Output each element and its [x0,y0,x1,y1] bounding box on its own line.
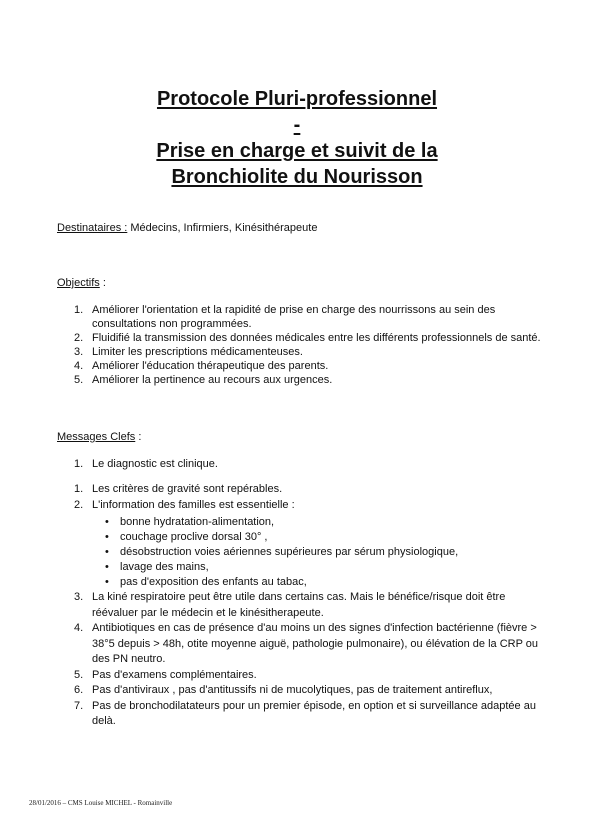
bullet-item [92,515,550,530]
list-item-text: Améliorer l'orientation et la rapidité de prise en charge des nourrissons au sein des consultations non programmées. [92,304,496,330]
destinataires-label: Destinataires : [57,222,128,234]
list-item-text: L'information des familles est essentielle : [92,498,295,511]
list-number: 4. [74,360,84,372]
list-item [74,498,550,591]
objectifs-list [74,303,550,387]
list-item-text: Le diagnostic est clinique. [92,458,218,470]
destinataires-value: Médecins, Infirmiers, Kinésithérapeute [127,222,318,234]
list-item-text: Limiter les prescriptions médicamenteuses. [92,346,303,358]
document-title [0,86,594,190]
bullet-item [92,560,550,575]
list-number: 3. [74,346,84,358]
objectifs-suffix: : [99,277,106,289]
list-item-text: Fluidifié la transmission des données médicales entre les différents professionnels de santé. [92,332,541,344]
bullet-text: bonne hydratation-alimentation, [120,516,275,528]
bullet-dot-icon: • [105,576,109,588]
title-line-1: Protocole Pluri-professionnel [156,88,438,110]
family-info-bullets [92,515,550,590]
page-footer: 28/01/2016 – CMS Louise MICHEL - Romainville [29,799,173,807]
list-item [74,482,550,498]
bullet-item [92,545,550,560]
list-item-text: Améliorer l'éducation thérapeutique des parents. [92,360,329,372]
messages-heading [57,430,141,445]
list-item [74,699,550,730]
list-item-text: Antibiotiques en cas de présence d'au moins un des signes d'infection bactérienne (fièvre > 38°5 depuis > 48h, otite moyenne aiguë, pathologie pulmonaire), ou élévation de la CRP ou des PN neutro. [92,622,539,665]
list-item-text: Les critères de gravité sont repérables. [92,483,283,495]
list-item [74,668,550,684]
list-number: 2. [74,498,84,511]
bullet-text: lavage des mains, [120,561,209,573]
list-number: 7. [74,699,84,712]
list-item [74,373,550,387]
bullet-item [92,530,550,545]
list-number: 4. [74,622,84,634]
list-item-text: La kiné respiratoire peut être utile dans certains cas. Mais le bénéfice/risque doit être réévaluer par le médecin et le kinésitherapeute. [92,591,506,619]
list-item [74,457,550,471]
messages-list [74,482,550,730]
title-line-4: Bronchiolite du Nourisson [171,166,423,188]
bullet-dot-icon: • [105,516,109,528]
list-number: 3. [74,591,84,603]
list-number: 5. [74,374,84,386]
list-item [74,331,550,345]
destinataires-section [57,221,317,236]
messages-first-list [74,457,550,471]
title-line-3: Prise en charge et suivit de la [156,140,438,162]
objectifs-heading [57,276,106,291]
objectifs-label: Objectifs [57,277,100,289]
bullet-text: pas d'exposition des enfants au tabac, [120,576,307,588]
list-item [74,345,550,359]
list-item [74,359,550,373]
list-item [74,303,550,331]
list-item [74,683,550,699]
list-item [74,621,550,668]
list-number: 6. [74,684,84,696]
bullet-dot-icon: • [105,531,109,543]
bullet-dot-icon: • [105,561,109,573]
bullet-item [92,575,550,590]
title-line-2: - [293,114,301,136]
list-item [74,590,550,621]
list-number: 1. [74,483,84,495]
list-item-text: Pas de bronchodilatateurs pour un premier épisode, en option et si surveillance adaptée au delà. [92,699,536,727]
list-item-text: Améliorer la pertinence au recours aux urgences. [92,374,333,386]
messages-suffix: : [135,431,142,443]
bullet-dot-icon: • [105,546,109,558]
bullet-text: désobstruction voies aériennes supérieures par sérum physiologique, [120,546,459,558]
list-number: 5. [74,668,84,681]
list-number: 1. [74,304,84,316]
bullet-text: couchage proclive dorsal 30° , [120,531,268,543]
list-item-text: Pas d'examens complémentaires. [92,668,257,681]
list-number: 2. [74,332,84,344]
messages-label: Messages Clefs [57,431,136,443]
list-item-text: Pas d'antiviraux , pas d'antitussifs ni de mucolytiques, pas de traitement antireflux, [92,684,493,696]
list-number: 1. [74,458,84,470]
